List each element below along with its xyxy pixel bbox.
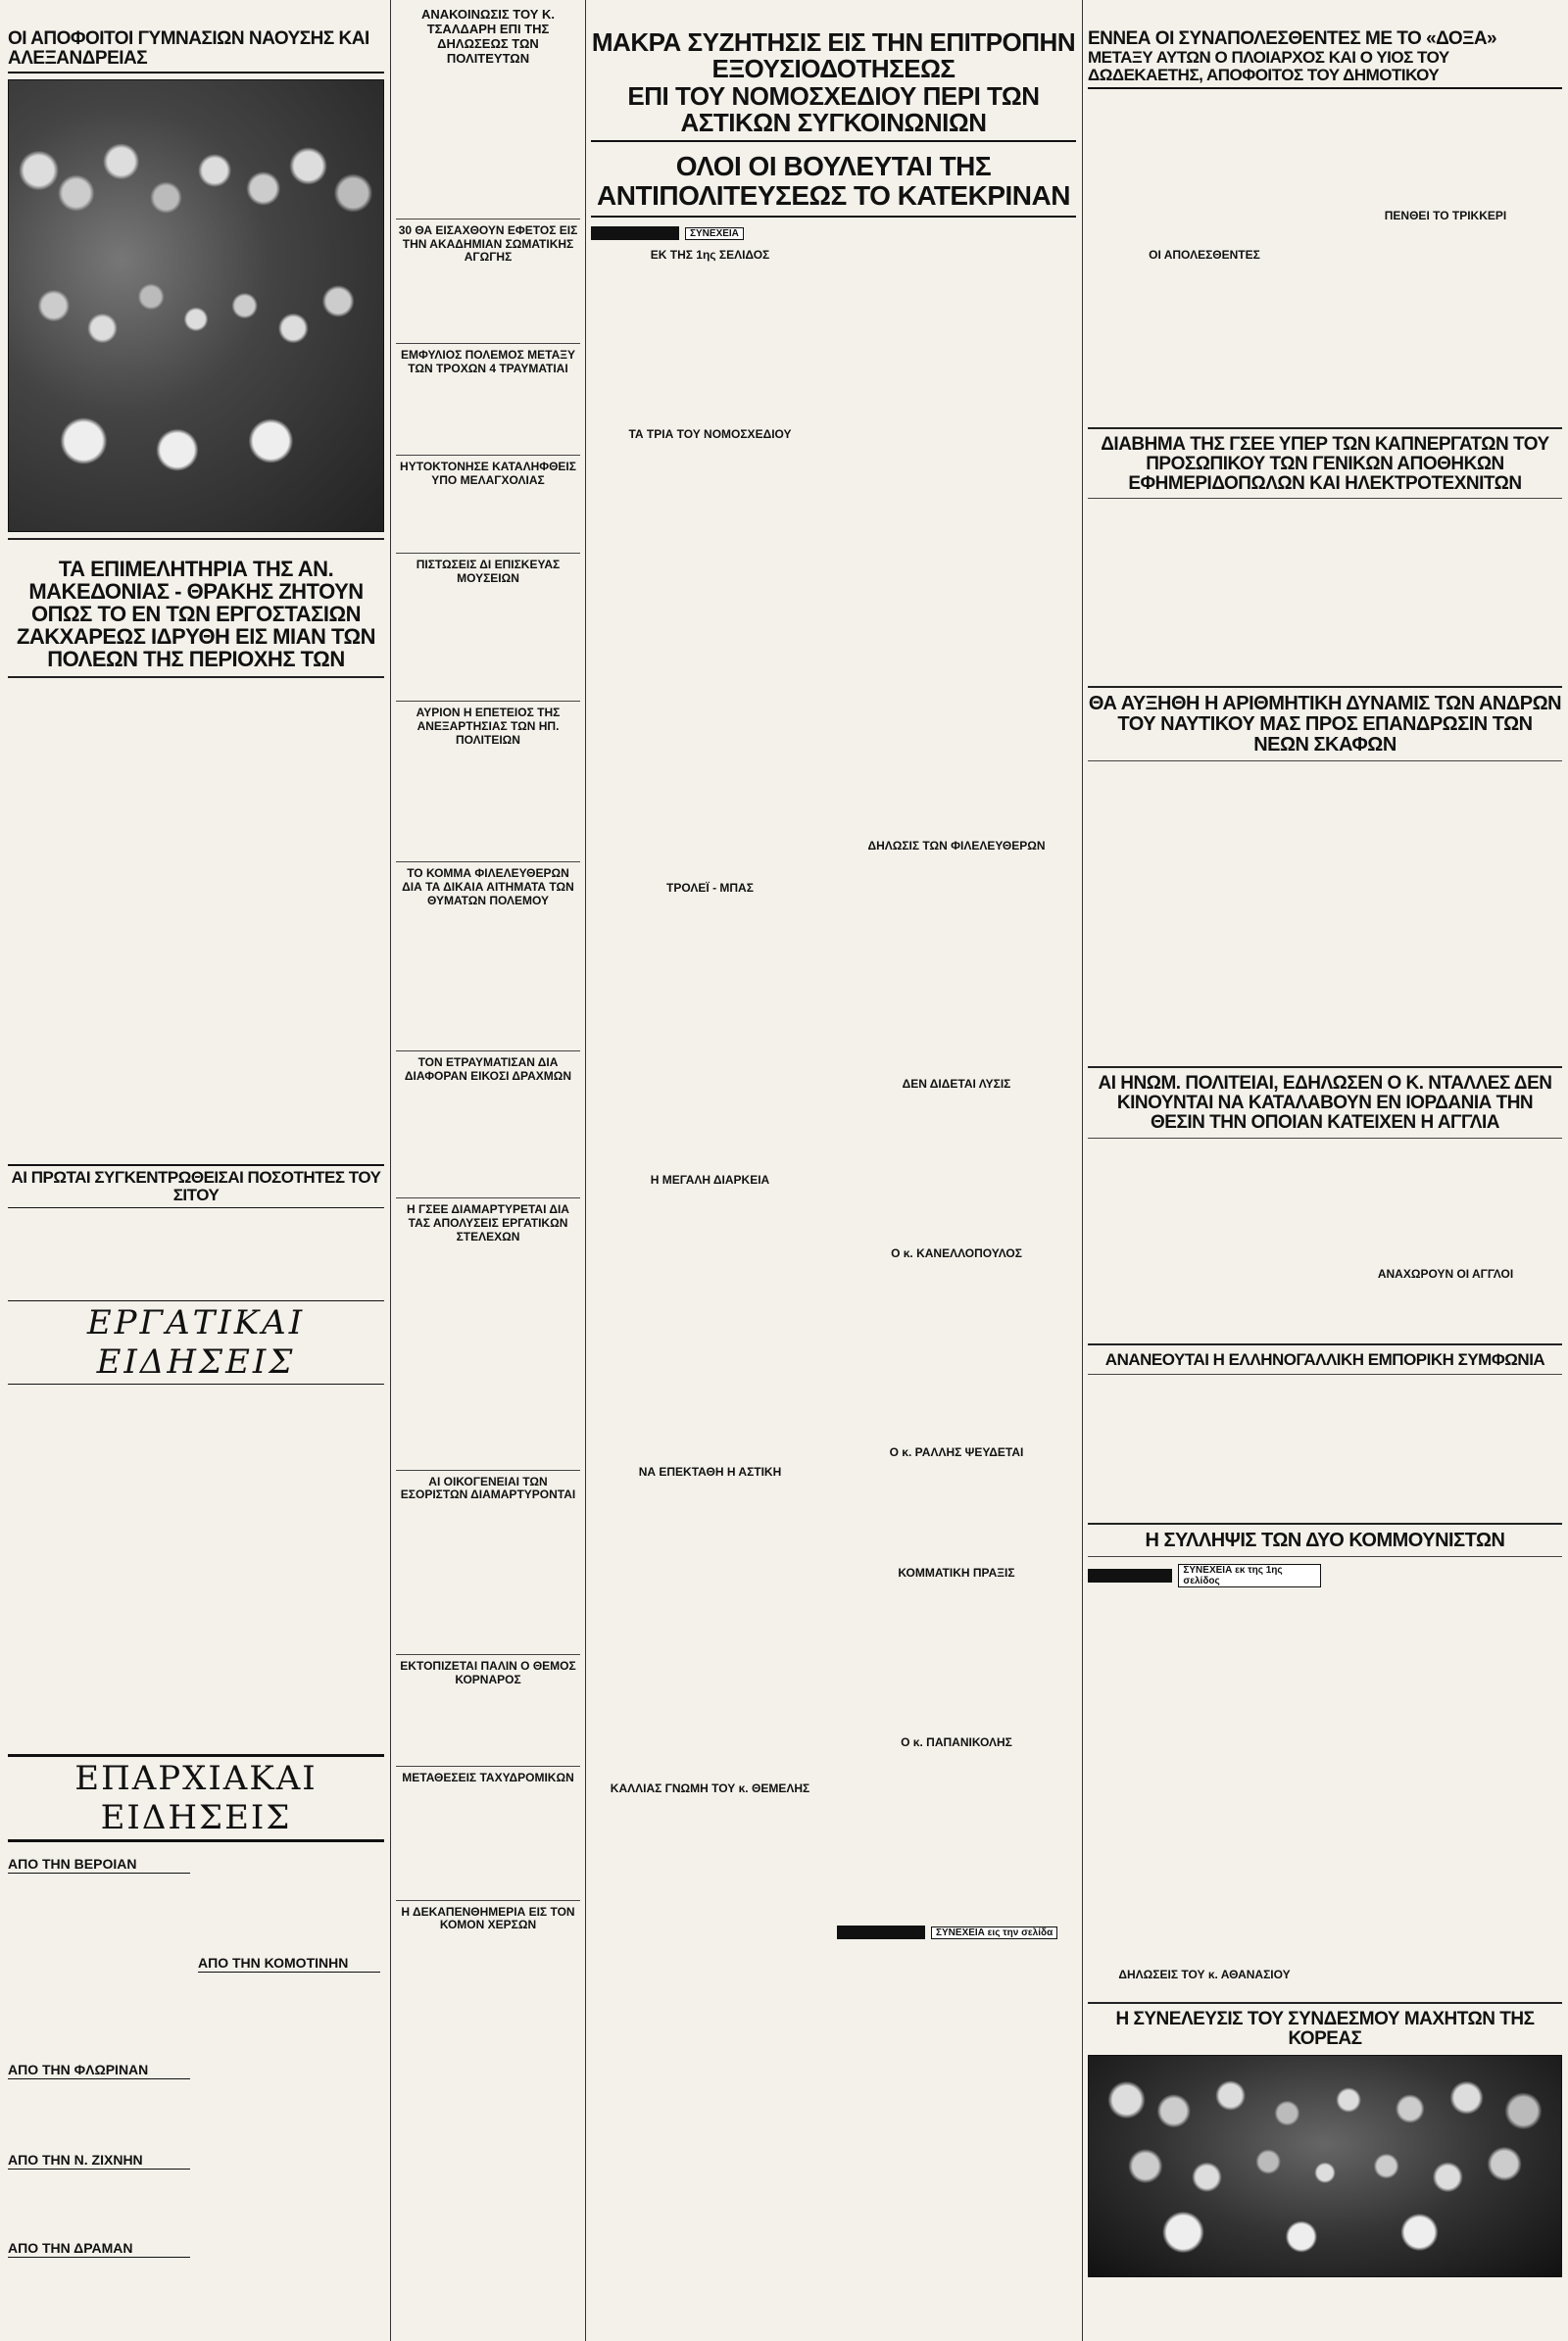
subhead-extended: ΝΑ ΕΠΕΚΤΑΘΗ Η ΑΣΤΙΚΗ <box>638 1464 782 1479</box>
lead-headline-line2: ΕΠΙ ΤΟΥ ΝΟΜΟΣΧΕΔΙΟΥ ΠΕΡΙ ΤΩΝ ΑΣΤΙΚΩΝ ΣΥΓΚΟΙΝΩΝΙΩΝ <box>591 83 1076 143</box>
column-rule <box>1082 0 1083 2341</box>
article-body <box>1088 265 1321 421</box>
article-body <box>1088 1589 1321 1962</box>
article-body <box>837 1462 1076 1560</box>
subhead-great-length: Η ΜΕΓΑΛΗ ΔΙΑΡΚΕΙΑ <box>650 1172 770 1187</box>
headline-chambers: ΤΑ ΕΠΙΜΕΛΗΤΗΡΙΑ ΤΗΣ ΑΝ. ΜΑΚΕΔΟΝΙΑΣ - ΘΡΑΚΗΣ ΖΗΤΟΥΝ ΟΠΩΣ ΤΟ ΕΝ ΤΩΝ ΕΡΓΟΣΤΑΣΙΩΝ ΖΑΚΧΑΡΕΩΣ ΙΔΡΥΘΗ ΕΙΣ ΜΙΑΝ ΤΩΝ ΠΟΛΕΩΝ ΤΗΣ ΠΕΡΙΟΧΗΣ ΤΩΝ <box>16 556 376 672</box>
headline-doxa: ΕΝΝΕΑ ΟΙ ΣΥΝΑΠΟΛΕΣΘΕΝΤΕΣ ΜΕ ΤΟ «ΔΟΞΑ» <box>1088 28 1497 49</box>
article-body <box>1329 1562 1562 1964</box>
article-body <box>837 855 1076 1071</box>
article-body <box>8 1878 190 2054</box>
article-body <box>8 684 384 1164</box>
headline-injured: ΤΟΝ ΕΤΡΑΥΜΑΤΙΣΑΝ ΔΙΑ ΔΙΑΦΟΡΑΝ ΕΙΚΟΣΙ ΔΡΑΧΜΩΝ <box>404 1054 572 1083</box>
subhead-trikkeri: ΠΕΝΘΕΙ ΤΟ ΤΡΙΚΚΕΡΙ <box>1384 208 1507 222</box>
headline-postal: ΜΕΤΑΘΕΣΕΙΣ ΤΑΧΥΔΡΟΜΙΚΩΝ <box>402 1770 574 1784</box>
article-body <box>591 898 829 1167</box>
ornament-bar <box>1088 1569 1172 1583</box>
headline-liberals: ΤΟ ΚΟΜΜΑ ΦΙΛΕΛΕΥΘΕΡΩΝ ΔΙΑ ΤΑ ΔΙΚΑΙΑ ΑΙΤΗΜΑΤΑ ΤΩΝ ΘΥΜΑΤΩΝ ΠΟΛΕΜΟΥ <box>402 866 574 907</box>
headline-tsaldaris: ΑΝΑΚΟΙΝΩΣΙΣ ΤΟΥ Κ. ΤΣΑΛΔΑΡΗ ΕΠΙ ΤΗΣ ΔΗΛΩΣΕΩΣ ΤΩΝ ΠΟΛΙΤΕΥΤΩΝ <box>420 7 556 66</box>
article-body <box>1088 1380 1562 1517</box>
article-body <box>1088 766 1562 1060</box>
provincial-left <box>8 1848 190 2262</box>
headline-kornaros: ΕΚΤΟΠΙΖΕΤΑΙ ΠΑΛΙΝ Ο ΘΕΜΟΣ ΚΟΡΝΑΡΟΣ <box>400 1659 576 1687</box>
article-body <box>396 487 580 548</box>
column-right <box>1088 0 1562 2341</box>
article-body <box>837 225 1076 833</box>
banner-labor-news: ΕΡΓΑΤΙΚΑΙ ΕΙΔΗΣΕΙΣ <box>8 1300 384 1385</box>
lead-headline-line3: ΟΛΟΙ ΟΙ ΒΟΥΛΕΥΤΑΙ ΤΗΣ ΑΝΤΙΠΟΛΙΤΕΥΣΕΩΣ ΤΟ ΚΑΤΕΚΡΙΝΑΝ <box>591 152 1076 218</box>
article-body <box>8 2083 190 2144</box>
article-body <box>1329 1144 1562 1261</box>
graduates-photo <box>8 79 384 532</box>
article-body <box>396 747 580 856</box>
article-body <box>1329 225 1562 421</box>
article-body <box>198 1854 380 1947</box>
ornament-bar <box>837 1926 925 1939</box>
article-body <box>837 1583 1076 1730</box>
subhead-kanellopoulos: Ο κ. ΚΑΝΕΛΛΟΠΟΥΛΟΣ <box>891 1245 1022 1260</box>
article-body <box>591 444 829 875</box>
headline-wheat: ΑΙ ΠΡΩΤΑΙ ΣΥΓΚΕΝΤΡΩΘΕΙΣΑΙ ΠΟΣΟΤΗΤΕΣ ΤΟΥ ΣΙΤΟΥ <box>8 1164 384 1208</box>
subhead-nea-zichni: ΑΠΟ ΤΗΝ Ν. ΖΙΧΝΗΝ <box>8 2152 190 2170</box>
headline-museums: ΠΙΣΤΩΣΕΙΣ ΔΙ ΕΠΙΣΚΕΥΑΣ ΜΟΥΣΕΙΩΝ <box>416 558 561 586</box>
article-body <box>837 1263 1076 1439</box>
article-body <box>837 1752 1076 1919</box>
doxa-col-a <box>1088 95 1321 421</box>
headline-fifteen-day: Η ΔΕΚΑΠΕΝΘΗΜΕΡΙΑ ΕΙΣ ΤΟΝ ΚΟΜΟΝ ΧΕΡΣΩΝ <box>401 1904 575 1932</box>
headline-trade-agreement: ΑΝΑΝΕΟΥΤΑΙ Η ΕΛΛΗΝΟΓΑΛΛΙΚΗ ΕΜΠΟΡΙΚΗ ΣΥΜΦΩΝΙΑ <box>1104 1350 1545 1370</box>
dulles-col-b <box>1329 1144 1562 1338</box>
subhead-veroia: ΑΠΟ ΤΗΝ ΒΕΡΟΙΑΝ <box>8 1856 190 1874</box>
article-body <box>591 265 829 421</box>
article-body <box>591 1798 829 1994</box>
subhead-drama: ΑΠΟ ΤΗΝ ΔΡΑΜΑΝ <box>8 2240 190 2258</box>
subhead-florina: ΑΠΟ ΤΗΝ ΦΛΩΡΙΝΑΝ <box>8 2062 190 2079</box>
headline-graduates: ΟΙ ΑΠΟΦΟΙΤΟΙ ΓΥΜΝΑΣΙΩΝ ΝΑΟΥΣΗΣ ΚΑΙ ΑΛΕΞΑΝΔΡΕΙΑΣ <box>8 29 384 73</box>
article-body <box>1088 1144 1321 1335</box>
headline-arrest: Η ΣΥΛΛΗΨΙΣ ΤΩΝ ΔΥΟ ΚΟΜΜΟΥΝΙΣΤΩΝ <box>1145 1530 1505 1552</box>
arrest-col-b <box>1329 1562 1562 1996</box>
subhead-komotini: ΑΠΟ ΤΗΝ ΚΟΜΟΤΙΝΗΝ <box>198 1955 380 1973</box>
article-body <box>396 1244 580 1465</box>
continue-tag: ΣΥΝΕΧΕΙΑ <box>685 227 744 240</box>
article-body <box>396 376 580 450</box>
article-body <box>396 1932 580 2089</box>
provincial-right <box>198 1848 380 2262</box>
subhead-athanasiou: ΔΗΛΩΣΕΙΣ ΤΟΥ κ. ΑΘΑΝΑΣΙΟΥ <box>1118 1968 1291 1982</box>
article-body <box>396 1502 580 1649</box>
ornament-bar <box>591 226 679 240</box>
article-body <box>591 1190 829 1459</box>
headline-gsee-protest: Η ΓΣΕΕ ΔΙΑΜΑΡΤΥΡΕΤΑΙ ΔΙΑ ΤΑΣ ΑΠΟΛΥΣΕΙΣ ΕΡΓΑΤΙΚΩΝ ΣΤΕΛΕΧΩΝ <box>407 1202 569 1244</box>
article-body <box>396 265 580 338</box>
continue-tag: ΣΥΝΕΧΕΙΑ εκ της 1ης σελίδος <box>1178 1564 1321 1587</box>
article-body <box>396 1687 580 1761</box>
subhead-english-depart: ΑΝΑΧΩΡΟΥΝ ΟΙ ΑΓΓΛΟΙ <box>1377 1267 1514 1282</box>
dulles-col-a <box>1088 1144 1321 1338</box>
article-body <box>8 2173 190 2232</box>
subhead-victims: ΟΙ ΑΠΟΛΕΣΘΕΝΤΕΣ <box>1149 247 1260 262</box>
photo-caption <box>1088 2281 1562 2320</box>
subhead-rallis: Ο κ. ΡΑΛΛΗΣ ΨΕΥΔΕΤΑΙ <box>889 1444 1024 1459</box>
lead-col-a <box>591 225 829 1994</box>
column-left <box>8 0 384 2341</box>
article-body <box>1088 1984 1321 1996</box>
continue-to-page: ΣΥΝΕΧΕΙΑ εις την σελίδα <box>931 1926 1057 1939</box>
headline-navy: ΘΑ ΑΥΞΗΘΗ Η ΑΡΙΘΜΗΤΙΚΗ ΔΥΝΑΜΙΣ ΤΩΝ ΑΝΔΡΩΝ ΤΟΥ ΝΑΥΤΙΚΟΥ ΜΑΣ ΠΡΟΣ ΕΠΑΝΔΡΩΣΙΝ ΤΩΝ ΝΕΩΝ ΣΚΑΦΩΝ <box>1088 693 1562 756</box>
article-body <box>837 1094 1076 1241</box>
article-body <box>591 1482 829 1776</box>
arrest-col-a <box>1088 1562 1321 1996</box>
headline-exiles-families: ΑΙ ΟΙΚΟΓΕΝΕΙΑΙ ΤΩΝ ΕΣΟΡΙΣΤΩΝ ΔΙΑΜΑΡΤΥΡΟΝΤΑΙ <box>400 1474 576 1502</box>
article-body <box>396 586 580 696</box>
article-body <box>396 1785 580 1895</box>
article-body <box>1329 1284 1562 1338</box>
article-body <box>8 1390 384 1748</box>
column-lead <box>591 0 1076 2341</box>
headline-melancholy: ΗΥΤΟΚΤΟΝΗΣΕ ΚΑΤΑΛΗΦΘΕΙΣ ΥΠΟ ΜΕΛΑΓΧΟΛΙΑΣ <box>400 459 576 487</box>
article-body <box>1088 504 1562 680</box>
headline-anniversary: ΑΥΡΙΟΝ Η ΕΠΕΤΕΙΟΣ ΤΗΣ ΑΝΕΞΑΡΤΗΣΙΑΣ ΤΩΝ ΗΠ. ΠΟΛΙΤΕΙΩΝ <box>416 705 561 747</box>
headline-gsee-demarche: ΔΙΑΒΗΜΑ ΤΗΣ ΓΣΕΕ ΥΠΕΡ ΤΩΝ ΚΑΠΝΕΡΓΑΤΩΝ ΤΟΥ ΠΡΟΣΩΠΙΚΟΥ ΤΩΝ ΓΕΝΙΚΩΝ ΑΠΟΘΗΚΩΝ ΕΦΗΜΕΡΙΔΟΠΩΛΩΝ ΚΑΙ ΗΛΕΚΤΡΟΤΕΧΝΙΤΩΝ <box>1101 433 1549 494</box>
subhead-liberals-statement: ΔΗΛΩΣΙΣ ΤΩΝ ΦΙΛΕΛΕΥΘΕΡΩΝ <box>867 838 1046 853</box>
lead-col-b <box>837 225 1076 1994</box>
headline-academy: 30 ΘΑ ΕΙΣΑΧΘΟΥΝ ΕΦΕΤΟΣ ΕΙΣ ΤΗΝ ΑΚΑΔΗΜΙΑΝ ΣΩΜΑΤΙΚΗΣ ΑΓΩΓΗΣ <box>398 222 578 265</box>
subhead-three-articles: ΤΑ ΤΡΙΑ ΤΟΥ ΝΟΜΟΣΧΕΔΙΟΥ <box>628 426 792 441</box>
subhead-no-solution: ΔΕΝ ΔΙΔΕΤΑΙ ΛΥΣΙΣ <box>902 1076 1011 1091</box>
subhead-trolley: ΤΡΟΛΕΪ - ΜΠΑΣ <box>666 880 754 895</box>
headline-korea-veterans: Η ΣΥΝΕΛΕΥΣΙΣ ΤΟΥ ΣΥΝΔΕΣΜΟΥ ΜΑΧΗΤΩΝ ΤΗΣ ΚΟΡΕΑΣ <box>1115 2009 1535 2050</box>
headline-dulles: ΑΙ ΗΝΩΜ. ΠΟΛΙΤΕΙΑΙ, ΕΔΗΛΩΣΕΝ Ο Κ. ΝΤΑΛΛΕΣ ΔΕΝ ΚΙΝΟΥΝΤΑΙ ΝΑ ΚΑΤΑΛΑΒΟΥΝ ΕΝ ΙΟΡΔΑΝΙΑ ΤΗΝ ΘΕΣΙΝ ΤΗΝ ΟΠΟΙΑΝ ΚΑΤΕΙΧΕΝ Η ΑΓΓΛΙΑ <box>1098 1073 1552 1134</box>
column-rule <box>585 0 586 2341</box>
subhead-papanikolis: Ο κ. ΠΑΠΑΝΙΚΟΛΗΣ <box>901 1734 1012 1749</box>
column-rule <box>390 0 391 2341</box>
banner-provincial-news: ΕΠΑΡΧΙΑΚΑΙ ΕΙΔΗΣΕΙΣ <box>8 1754 384 1842</box>
article-body <box>396 67 580 214</box>
headline-doxa-sub: ΜΕΤΑΞΥ ΑΥΤΩΝ Ο ΠΛΟΙΑΡΧΟΣ ΚΑΙ Ο ΥΙΟΣ ΤΟΥ ΔΩΔΕΚΑΕΤΗΣ, ΑΠΟΦΟΙΤΟΣ ΤΟΥ ΔΗΜΟΤΙΚΟΥ <box>1088 49 1562 89</box>
doxa-col-b <box>1329 95 1562 421</box>
subhead-themelis: ΚΑΛΛΙΑΣ ΓΝΩΜΗ ΤΟΥ κ. ΘΕΜΕΛΗΣ <box>610 1780 810 1795</box>
column-second <box>396 0 580 2341</box>
korea-veterans-photo <box>1088 2055 1562 2277</box>
from-page-label: ΕΚ ΤΗΣ 1ης ΣΕΛΙΔΟΣ <box>650 247 770 262</box>
article-body <box>396 1083 580 1193</box>
subhead-party-action: ΚΟΜΜΑΤΙΚΗ ΠΡΑΞΙΣ <box>898 1565 1015 1580</box>
article-body <box>396 908 580 1046</box>
article-body <box>1329 95 1562 203</box>
article-body <box>198 1976 380 2261</box>
article-body <box>8 1208 384 1294</box>
article-body <box>1088 95 1321 242</box>
headline-civil-war: ΕΜΦΥΛΙΟΣ ΠΟΛΕΜΟΣ ΜΕΤΑΞΥ ΤΩΝ ΤΡΟΧΩΝ 4 ΤΡΑΥΜΑΤΙΑΙ <box>400 348 576 375</box>
lead-headline-line1: ΜΑΚΡΑ ΣΥΖΗΤΗΣΙΣ ΕΙΣ ΤΗΝ ΕΠΙΤΡΟΠΗΝ ΕΞΟΥΣΙΟΔΟΤΗΣΕΩΣ <box>591 27 1076 84</box>
